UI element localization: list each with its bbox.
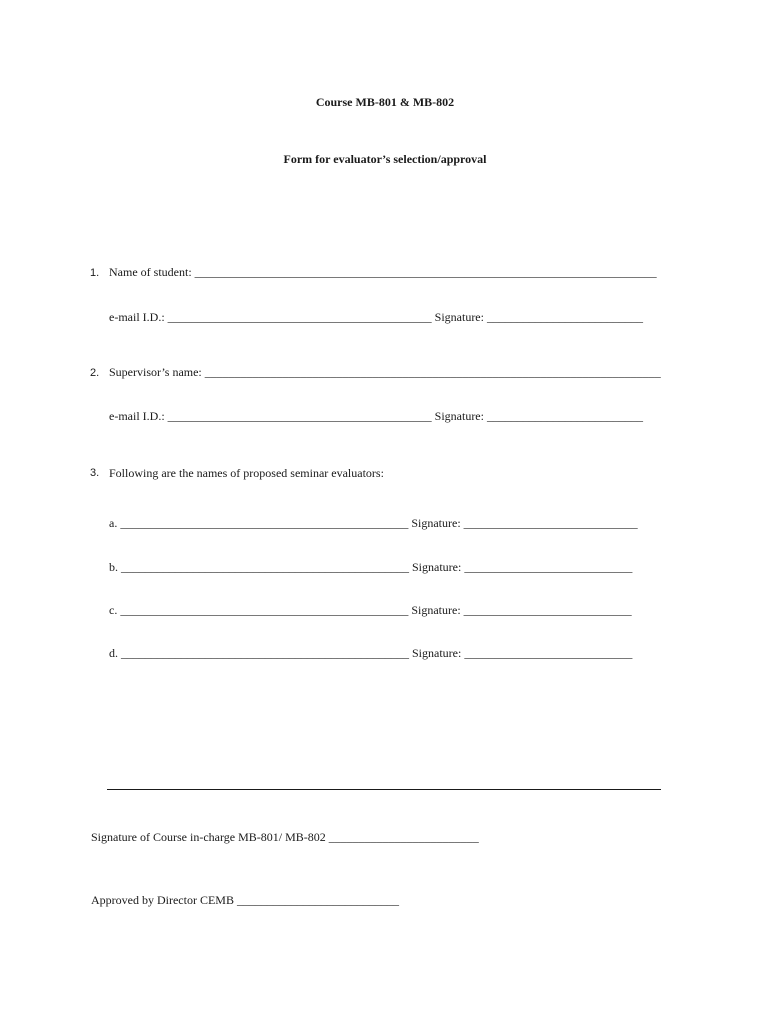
supervisor-email-signature-field[interactable]: e-mail I.D.: ____________________________________________ Signature: __________________________ <box>109 409 643 423</box>
item-number-3: 3. <box>90 467 100 479</box>
evaluator-c-field[interactable]: c. ________________________________________________ Signature: ____________________________ <box>109 603 632 617</box>
course-incharge-signature-field[interactable]: Signature of Course in-charge MB-801/ MB-802 _________________________ <box>91 830 479 844</box>
course-title: Course MB-801 & MB-802 <box>315 95 455 109</box>
evaluator-d-field[interactable]: d. ________________________________________________ Signature: ____________________________ <box>109 646 633 660</box>
supervisor-name-field[interactable]: Supervisor’s name: ____________________________________________________________________________ <box>109 365 661 379</box>
item-number-2: 2. <box>90 367 100 379</box>
form-title: Form for evaluator’s selection/approval <box>283 152 487 166</box>
student-name-field[interactable]: Name of student: _____________________________________________________________________________ <box>109 265 657 279</box>
evaluator-a-field[interactable]: a. ________________________________________________ Signature: _____________________________ <box>109 516 638 530</box>
student-email-signature-field[interactable]: e-mail I.D.: ____________________________________________ Signature: __________________________ <box>109 310 643 324</box>
item-number-1: 1. <box>90 267 100 279</box>
evaluators-heading: Following are the names of proposed seminar evaluators: <box>109 466 384 480</box>
director-approval-field[interactable]: Approved by Director CEMB ___________________________ <box>91 893 399 907</box>
horizontal-rule <box>107 789 661 790</box>
evaluator-b-field[interactable]: b. ________________________________________________ Signature: ____________________________ <box>109 560 633 574</box>
